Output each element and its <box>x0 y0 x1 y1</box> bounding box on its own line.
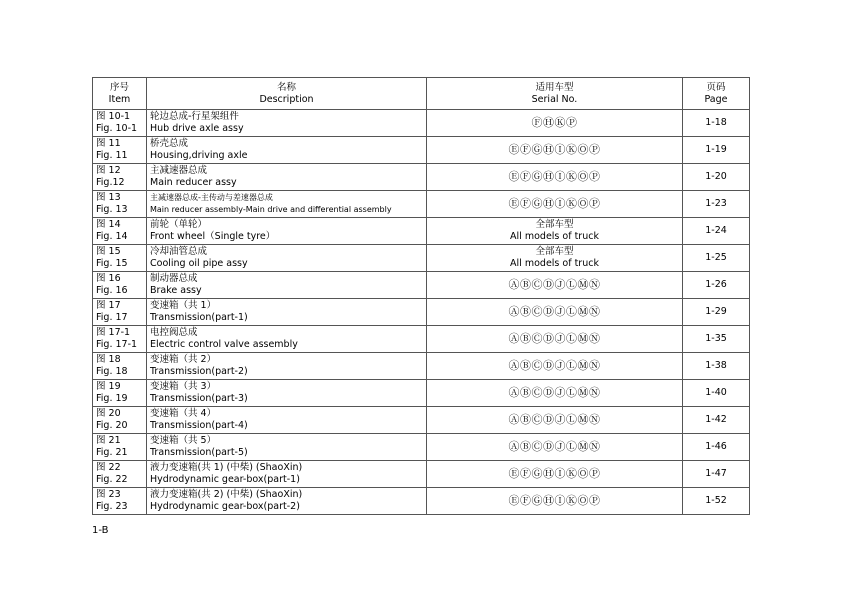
serial-no-cell: ⒺⒻⒼⒽⒾⓀⓄⓅ <box>427 164 683 191</box>
item-cell: 图 20 Fig. 20 <box>93 407 147 434</box>
table-row <box>93 380 750 407</box>
table-row <box>93 461 750 488</box>
serial-no-cell: ⒶⒷⒸⒹⒿⓁⓂⓃ <box>427 434 683 461</box>
item-cell: 图 19 Fig. 19 <box>93 380 147 407</box>
serial-no-cell: ⒶⒷⒸⒹⒿⓁⓂⓃ <box>427 299 683 326</box>
description-cell: 主减速器总成-主传动与差速器总成 Main reducer assembly-Main drive and differential assembly <box>147 191 427 218</box>
page-cell: 1-46 <box>683 434 750 461</box>
description-cell: 制动器总成 Brake assy <box>147 272 427 299</box>
table-row <box>93 110 750 137</box>
table-row <box>93 272 750 299</box>
header-row <box>93 78 750 110</box>
description-cell: 冷却油管总成 Cooling oil pipe assy <box>147 245 427 272</box>
header-serial-no: 适用车型 Serial No. <box>427 78 683 110</box>
table-row <box>93 488 750 515</box>
serial-no-cell: 全部车型 All models of truck <box>427 218 683 245</box>
description-cell: 电控阀总成 Electric control valve assembly <box>147 326 427 353</box>
serial-no-cell: ⒶⒷⒸⒹⒿⓁⓂⓃ <box>427 407 683 434</box>
page-cell: 1-47 <box>683 461 750 488</box>
item-cell: 图 18 Fig. 18 <box>93 353 147 380</box>
page-cell: 1-38 <box>683 353 750 380</box>
page-cell: 1-24 <box>683 218 750 245</box>
item-cell: 图 16 Fig. 16 <box>93 272 147 299</box>
table-row <box>93 353 750 380</box>
item-cell: 图 13 Fig. 13 <box>93 191 147 218</box>
page-cell: 1-29 <box>683 299 750 326</box>
page-cell: 1-40 <box>683 380 750 407</box>
description-cell: 变速箱（共 2） Transmission(part-2) <box>147 353 427 380</box>
serial-no-cell: ⒺⒻⒼⒽⒾⓀⓄⓅ <box>427 191 683 218</box>
table-row <box>93 137 750 164</box>
item-cell: 图 11 Fig. 11 <box>93 137 147 164</box>
page-cell: 1-42 <box>683 407 750 434</box>
page-cell: 1-52 <box>683 488 750 515</box>
item-cell: 图 14 Fig. 14 <box>93 218 147 245</box>
description-cell: 前轮（单轮） Front wheel（Single tyre） <box>147 218 427 245</box>
item-cell: 图 15 Fig. 15 <box>93 245 147 272</box>
header-description: 名称 Description <box>147 78 427 110</box>
table-row <box>93 245 750 272</box>
serial-no-cell: 全部车型 All models of truck <box>427 245 683 272</box>
serial-no-cell: ⒶⒷⒸⒹⒿⓁⓂⓃ <box>427 353 683 380</box>
serial-no-cell: ⒻⒽⓀⓅ <box>427 110 683 137</box>
serial-no-cell: ⒶⒷⒸⒹⒿⓁⓂⓃ <box>427 326 683 353</box>
description-cell: 液力变速箱(共 1) (中柴) (ShaoXin) Hydrodynamic gear-box(part-1) <box>147 461 427 488</box>
serial-no-cell: ⒺⒻⒼⒽⒾⓀⓄⓅ <box>427 461 683 488</box>
page-cell: 1-26 <box>683 272 750 299</box>
page-number: 1-B <box>92 525 109 536</box>
table-row <box>93 164 750 191</box>
item-cell: 图 10-1 Fig. 10-1 <box>93 110 147 137</box>
description-cell: 主减速器总成 Main reducer assy <box>147 164 427 191</box>
page-cell: 1-20 <box>683 164 750 191</box>
serial-no-cell: ⒶⒷⒸⒹⒿⓁⓂⓃ <box>427 272 683 299</box>
description-cell: 变速箱（共 3） Transmission(part-3) <box>147 380 427 407</box>
table-row <box>93 434 750 461</box>
serial-no-cell: ⒺⒻⒼⒽⒾⓀⓄⓅ <box>427 137 683 164</box>
item-cell: 图 17 Fig. 17 <box>93 299 147 326</box>
item-cell: 图 12 Fig.12 <box>93 164 147 191</box>
serial-no-cell: ⒺⒻⒼⒽⒾⓀⓄⓅ <box>427 488 683 515</box>
item-cell: 图 22 Fig. 22 <box>93 461 147 488</box>
page-cell: 1-35 <box>683 326 750 353</box>
parts-index-table <box>92 77 750 515</box>
page-cell: 1-25 <box>683 245 750 272</box>
serial-no-cell: ⒶⒷⒸⒹⒿⓁⓂⓃ <box>427 380 683 407</box>
table-row <box>93 326 750 353</box>
table-row <box>93 407 750 434</box>
table-row <box>93 191 750 218</box>
description-cell: 变速箱（共 4） Transmission(part-4) <box>147 407 427 434</box>
description-cell: 变速箱（共 5） Transmission(part-5) <box>147 434 427 461</box>
item-cell: 图 17-1 Fig. 17-1 <box>93 326 147 353</box>
description-cell: 变速箱（共 1） Transmission(part-1) <box>147 299 427 326</box>
item-cell: 图 21 Fig. 21 <box>93 434 147 461</box>
header-item: 序号 Item <box>93 78 147 110</box>
description-cell: 桥壳总成 Housing,driving axle <box>147 137 427 164</box>
header-page: 页码 Page <box>683 78 750 110</box>
item-cell: 图 23 Fig. 23 <box>93 488 147 515</box>
page-cell: 1-19 <box>683 137 750 164</box>
table-row <box>93 218 750 245</box>
table-row <box>93 299 750 326</box>
description-cell: 液力变速箱(共 2) (中柴) (ShaoXin) Hydrodynamic gear-box(part-2) <box>147 488 427 515</box>
page-cell: 1-18 <box>683 110 750 137</box>
description-cell: 轮边总成-行星架组件 Hub drive axle assy <box>147 110 427 137</box>
page-cell: 1-23 <box>683 191 750 218</box>
